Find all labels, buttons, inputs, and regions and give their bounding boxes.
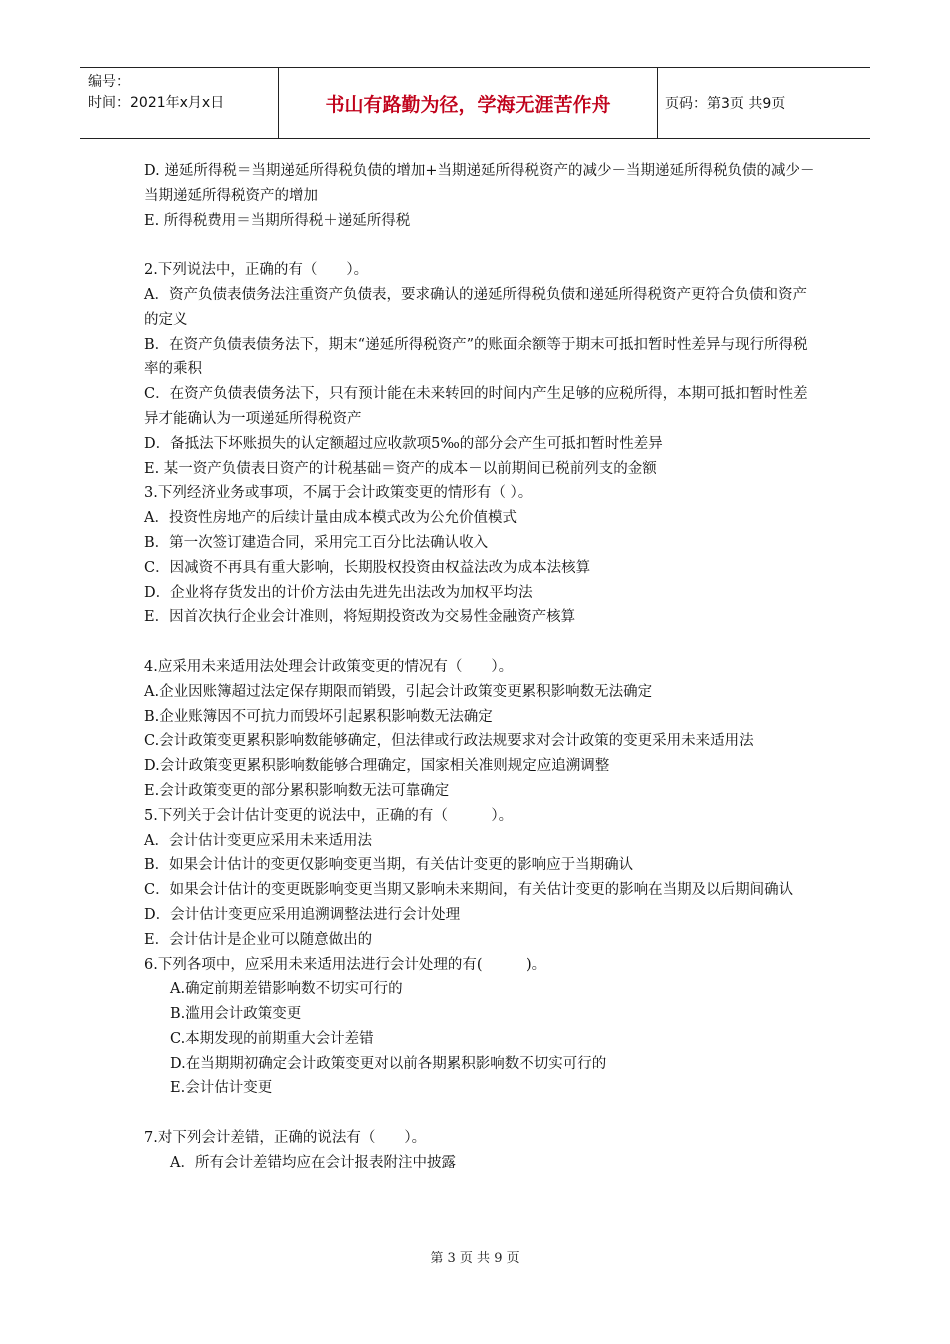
blank-line bbox=[144, 233, 820, 258]
option-line: D.会计政策变更累积影响数能够合理确定，国家相关准则规定应追溯调整 bbox=[144, 758, 610, 775]
option-line: A.确定前期差错影响数不切实可行的 bbox=[170, 981, 403, 998]
option-line: C．因减资不再具有重大影响，长期股权投资由权益法改为成本法核算 bbox=[144, 559, 591, 576]
option-line: E．因首次执行企业会计准则，将短期投资改为交易性金融资产核算 bbox=[144, 609, 576, 626]
option-line: B．第一次签订建造合同，采用完工百分比法确认收入 bbox=[144, 534, 489, 551]
text-line: E. 所得税费用＝当期所得税＋递延所得税 bbox=[144, 212, 411, 229]
option-line: E.会计估计变更 bbox=[170, 1080, 273, 1097]
option-line: D．会计估计变更应采用追溯调整法进行会计处理 bbox=[144, 906, 461, 923]
option-line: D．企业将存货发出的计价方法由先进先出法改为加权平均法 bbox=[144, 584, 533, 601]
header-page-number: 页码：第3页 共9页 bbox=[665, 96, 786, 112]
option-line: B．如果会计估计的变更仅影响变更当期，有关估计变更的影响应于当期确认 bbox=[144, 857, 634, 874]
option-line: A．投资性房地产的后续计量由成本模式改为公允价值模式 bbox=[144, 510, 517, 527]
option-line: C．如果会计估计的变更既影响变更当期又影响未来期间，有关估计变更的影响在当期及以后期间确认 bbox=[144, 882, 794, 899]
question-stem: 7.对下列会计差错，正确的说法有（ ）。 bbox=[144, 1130, 427, 1147]
option-line: B.滥用会计政策变更 bbox=[170, 1006, 302, 1023]
option-line: A．资产负债表债务法注重资产负债表，要求确认的递延所得税负债和递延所得税资产更符合负债和资产的定义 bbox=[144, 286, 807, 328]
blank-line bbox=[144, 1101, 820, 1126]
option-line: A.企业因账簿超过法定保存期限而销毁，引起会计政策变更累积影响数无法确定 bbox=[144, 683, 653, 700]
question-stem: 2.下列说法中，正确的有（ ）。 bbox=[144, 262, 369, 279]
option-line: D．备抵法下坏账损失的认定额超过应收款项5‰的部分会产生可抵扣暂时性差异 bbox=[144, 435, 663, 452]
option-line: D.在当期期初确定会计政策变更对以前各期累积影响数不切实可行的 bbox=[170, 1055, 607, 1072]
page-header bbox=[80, 67, 870, 139]
blank-line bbox=[144, 630, 820, 655]
option-line: E. 某一资产负债表日资产的计税基础＝资产的成本－以前期间已税前列支的金额 bbox=[144, 460, 657, 477]
question-stem: 5.下列关于会计估计变更的说法中，正确的有（ ）。 bbox=[144, 807, 514, 824]
doc-number-label: 编号： bbox=[88, 74, 130, 90]
text-line: D. 递延所得税＝当期递延所得税负债的增加+当期递延所得税资产的减少－当期递延所得税负债的减少－当期递延所得税资产的增加 bbox=[144, 163, 815, 204]
option-line: C.会计政策变更累积影响数能够确定，但法律或行政法规要求对会计政策的变更采用未来适用法 bbox=[144, 733, 754, 750]
option-line: E.会计政策变更的部分累积影响数无法可靠确定 bbox=[144, 782, 450, 799]
option-line: B．在资产负债表债务法下，期末“递延所得税资产”的账面余额等于期末可抵扣暂时性差异与现行所得税率的乘积 bbox=[144, 336, 808, 378]
question-stem: 3.下列经济业务或事项，不属于会计政策变更的情形有（ ）。 bbox=[144, 485, 533, 502]
doc-time-label: 时间：2021年x月x日 bbox=[88, 95, 225, 111]
header-meta bbox=[80, 68, 278, 138]
page-footer: 第 3 页 共 9 页 bbox=[430, 1251, 520, 1266]
option-line: A．会计估计变更应采用未来适用法 bbox=[144, 832, 372, 849]
option-line: B.企业账簿因不可抗力而毁坏引起累积影响数无法确定 bbox=[144, 708, 493, 725]
header-motto: 书山有路勤为径，学海无涯苦作舟 bbox=[278, 68, 658, 138]
option-line: C．在资产负债表债务法下，只有预计能在未来转回的时间内产生足够的应税所得，本期可抵扣暂时性差异才能确认为一项递延所得税资产 bbox=[144, 386, 808, 427]
option-line: E．会计估计是企业可以随意做出的 bbox=[144, 931, 373, 948]
option-line: A．所有会计差错均应在会计报表附注中披露 bbox=[170, 1154, 456, 1171]
question-stem: 4.应采用未来适用法处理会计政策变更的情况有（ ）。 bbox=[144, 658, 514, 675]
document-body bbox=[144, 159, 820, 1176]
option-line: C.本期发现的前期重大会计差错 bbox=[170, 1030, 374, 1047]
question-stem: 6.下列各项中，应采用未来适用法进行会计处理的有( )。 bbox=[144, 956, 547, 973]
